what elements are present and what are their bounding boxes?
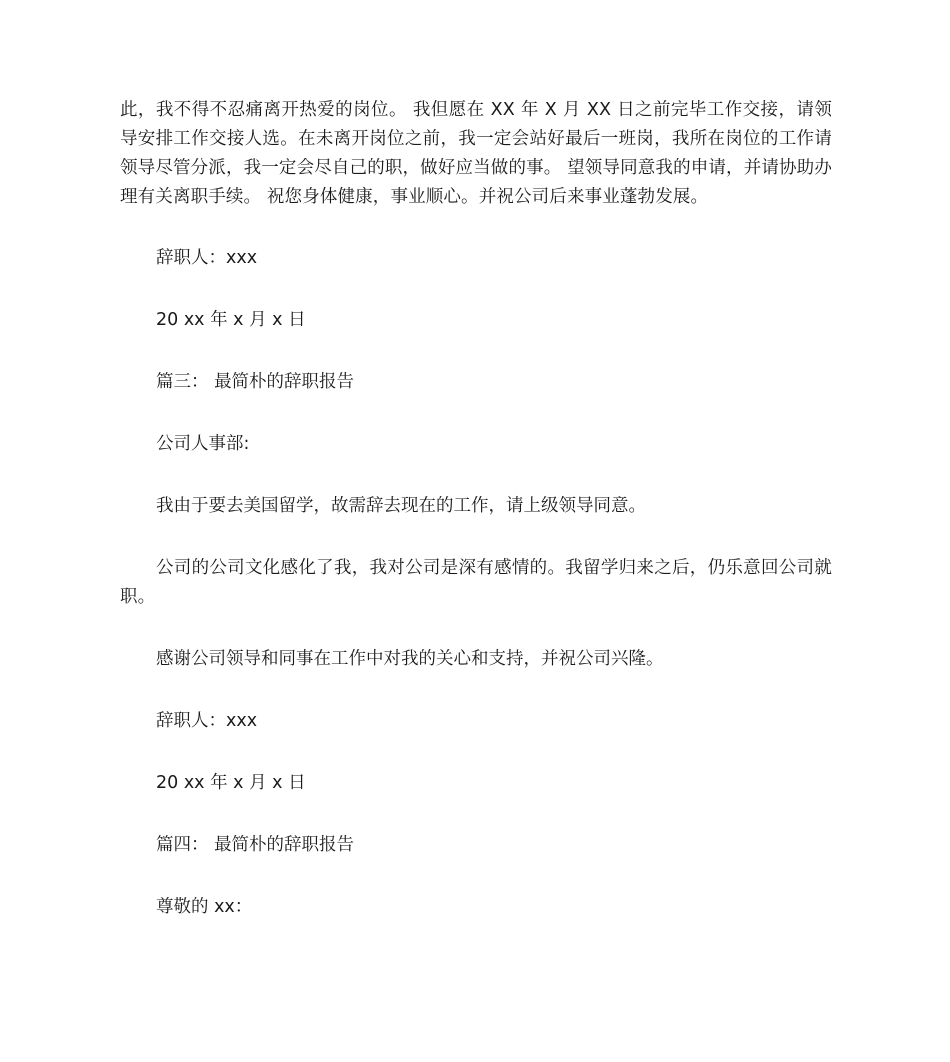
signature-line: 辞职人：xxx bbox=[156, 711, 258, 731]
section-4-title: 篇四： 最简朴的辞职报告 bbox=[156, 835, 355, 855]
body-paragraph: 感谢公司领导和同事在工作中对我的关心和支持，并祝公司兴隆。 bbox=[156, 649, 664, 669]
opening-paragraph: 此，我不得不忍痛离开热爱的岗位。 我但愿在 XX 年 X 月 XX 日之前完毕工作交接，请领导安排工作交接人选。在未离开岗位之前，我一定会站好最后一班岗，我所在岗位的工作请领导尽管分派，我一定会尽自己的职，做好应当做的事。 望领导同意我的申请，并请协助办理有关离职手续。 祝您身体健康，事业顺心。并祝公司后来事业蓬勃发展。 bbox=[120, 100, 832, 207]
body-paragraph: 公司的公司文化感化了我，我对公司是深有感情的。我留学归来之后，仍乐意回公司就职。 bbox=[120, 558, 832, 607]
salutation: 公司人事部: bbox=[156, 434, 250, 454]
date-line: 20 xx 年 x 月 x 日 bbox=[156, 310, 306, 330]
body-paragraph: 我由于要去美国留学，故需辞去现在的工作，请上级领导同意。 bbox=[156, 496, 646, 516]
date-line: 20 xx 年 x 月 x 日 bbox=[156, 773, 306, 793]
section-3-title: 篇三： 最简朴的辞职报告 bbox=[156, 372, 355, 392]
salutation: 尊敬的 xx： bbox=[156, 897, 253, 917]
signature-line: 辞职人：xxx bbox=[156, 248, 258, 268]
